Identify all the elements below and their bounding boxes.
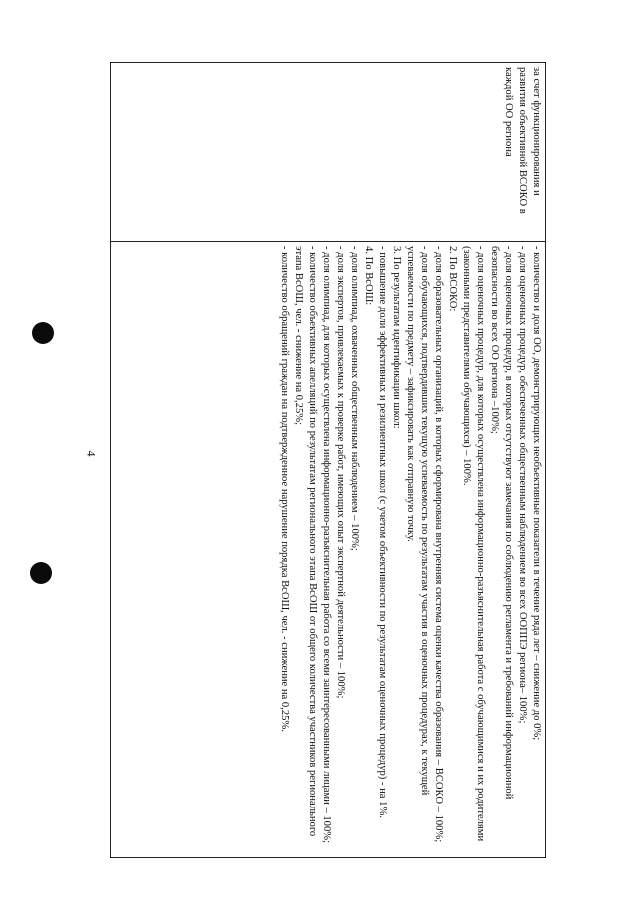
rotated-table-area [110,62,546,858]
list-item: - доля оценочных процедур, для которых осуществлена информационно-разъяснительная работа с обучающимися и их родителями (законными представителями обучающихся) – 100%. [461,246,486,842]
table-cell-left [111,63,546,242]
list-item: - доля оценочных процедур, в которых отсутствуют замечания по соблюдению регламента и требований информационной безопасности во всех ОО региона –100%; [489,246,514,800]
section-heading: 3. По результатам идентификации школ: [391,246,402,429]
list-item: - повышение доли эффективных и резилиентных школ (с учетом объективности по результатам оценочных процедур) - на 1%. [377,246,388,818]
list-item: - доля оценочных процедур, обеспеченных общественным наблюдением во всех ООППЭ региона– 100%; [517,246,528,724]
content-table [110,62,546,858]
list-item: - доля обучающихся, подтвердивших текущую успеваемость по результатам участия в оценочных процедурах, к текущей успеваемости по предмету – зафиксировать как отправную точку. [405,246,430,796]
list-item: - доля экспертов, привлекаемых к проверке работ, имеющих опыт экспертной деятельности – 100%; [335,246,346,699]
list-item: - доля олимпиад, охваченных общественным наблюдением – 100%; [349,246,360,551]
list-item: - доля образовательных организаций, в которых сформирована внутренняя система оценки качества образования – ВСОКО – 100%; [433,246,444,843]
list-item: - доля олимпиад, для которых осуществлена информационно-разъяснительная работа со всеми заинтересованными лицами – 100%; [321,246,332,844]
table-cell-right [111,242,546,858]
rotated-table-inner [110,62,546,858]
table-row [111,63,546,858]
punch-hole [32,322,54,344]
section-heading: 2. По ВСОКО: [447,246,458,312]
list-item: - количество объективных апелляций по результатам регионального этапа ВсОШ от общего количества участников регионального этапа ВсОШ, чел. - снижение на 0,25%; [293,246,318,837]
page-number: 4 [84,450,99,457]
section-heading: 4. По ВсОШ: [363,246,374,306]
left-cell-text: за счет функционирования и развития объективной ВСОКО в каждой ОО региона [503,67,542,214]
list-item: - количество и доля ОО, демонстрирующих необъективные показатели в течение ряда лет – снижение до 0%; [531,246,542,741]
list-item: - количество обращений граждан на подтвержденное нарушение порядка ВсОШ, чел. - снижение на 0,25%. [279,246,290,732]
punch-hole [30,562,52,584]
